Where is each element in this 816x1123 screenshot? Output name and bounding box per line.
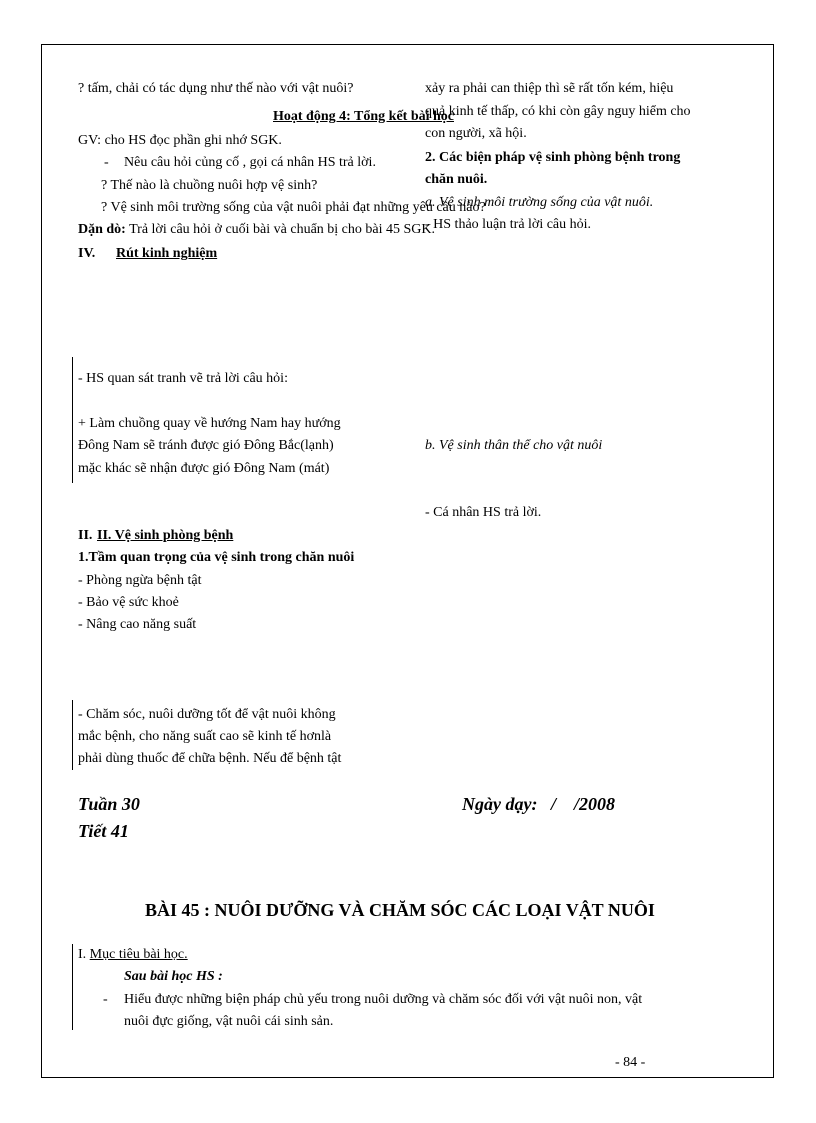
homework-label: Dặn dò: [78, 222, 126, 237]
teaching-date: Ngày dạy: / /2008 [462, 794, 615, 814]
question-2: ? Thế nào là chuồng nuôi hợp vệ sinh? [101, 178, 318, 193]
answer-line-1: + Làm chuồng quay về hướng Nam hay hướng [78, 416, 341, 431]
week-label: Tuần 30 [78, 794, 140, 814]
importance-3: - Nâng cao năng suất [78, 617, 197, 632]
objectives-title: Mục tiêu bài học. [89, 947, 188, 962]
period-label: Tiết 41 [78, 821, 129, 841]
right-discussion: - HS thảo luận trả lời câu hỏi. [425, 217, 592, 232]
importance-1: - Phòng ngừa bệnh tật [78, 573, 202, 588]
objectives-number: I. [78, 947, 87, 962]
objectives-heading [78, 946, 188, 964]
teacher-instruction: GV: cho HS đọc phần ghi nhớ SGK. [78, 133, 282, 148]
objective-1-line-1: Hiểu được những biện pháp chủ yếu trong nuôi dưỡng và chăm sóc đối với vật nuôi non, vật [124, 992, 643, 1007]
dash-marker: - [104, 155, 109, 170]
homework-text: Trả lời câu hỏi ở cuối bài và chuẩn bị cho bài 45 SGK. [129, 222, 436, 237]
right-text-1: xảy ra phải can thiệp thì sẽ rất tốn kém, hiệu [425, 81, 674, 96]
importance-heading: 1.Tầm quan trọng của vệ sinh trong chăn nuôi [78, 550, 355, 565]
care-line-1: - Chăm sóc, nuôi dưỡng tốt để vật nuôi không [78, 707, 336, 722]
column-rule-2 [72, 700, 73, 770]
column-rule-1 [72, 357, 73, 483]
right-heading-2: 2. Các biện pháp vệ sinh phòng bệnh trong [425, 150, 681, 165]
right-text-3: con người, xã hội. [425, 126, 527, 141]
question-3: ? Vệ sinh môi trường sống của vật nuôi phải đạt những yêu cầu nào? [101, 200, 486, 215]
bullet-review-question: Nêu câu hỏi củng cố , gọi cá nhân HS trả lời. [124, 155, 376, 170]
activity-4-heading: Hoạt động 4: Tổng kết bài học [273, 109, 454, 124]
question-1: ? tấm, chải có tác dụng như thế nào với vật nuôi? [78, 81, 354, 96]
page-number: - 84 - [615, 1055, 646, 1070]
objective-1-line-2: nuôi đực giống, vật nuôi cái sinh sản. [124, 1014, 334, 1029]
observe-line: - HS quan sát tranh vẽ trả lời câu hỏi: [78, 371, 288, 386]
right-text-2: quả kinh tế thấp, có khi còn gây nguy hiểm cho [425, 104, 691, 119]
right-individual-answer: - Cá nhân HS trả lời. [425, 505, 542, 520]
right-subheading-a: a. Vệ sinh môi trường sống của vật nuôi. [425, 195, 654, 210]
care-line-3: phải dùng thuốc để chữa bệnh. Nếu để bệnh tật [78, 751, 342, 766]
after-lesson-label: Sau bài học HS : [124, 969, 223, 984]
importance-2: - Bảo vệ sức khoẻ [78, 595, 179, 610]
section-iv-title: Rút kinh nghiệm [116, 246, 218, 261]
section-ii-number: II. [78, 528, 93, 543]
answer-line-3: mặc khác sẽ nhận được gió Đông Nam (mát) [78, 461, 330, 476]
column-rule-3 [72, 944, 73, 1030]
right-subheading-b: b. Vệ sinh thân thể cho vật nuôi [425, 438, 603, 453]
section-iv-number: IV. [78, 246, 96, 261]
care-line-2: mắc bệnh, cho năng suất cao sẽ kinh tế hơnlà [78, 729, 332, 744]
section-ii-title: II. Vệ sinh phòng bệnh [97, 528, 234, 543]
lesson-title: BÀI 45 : NUÔI DƯỠNG VÀ CHĂM SÓC CÁC LOẠI VẬT NUÔI [145, 900, 655, 920]
answer-line-2: Đông Nam sẽ tránh được gió Đông Bắc(lạnh) [78, 438, 334, 453]
right-heading-2-cont: chăn nuôi. [425, 172, 488, 187]
homework-line [78, 221, 435, 239]
dash-marker-obj: - [103, 992, 108, 1007]
